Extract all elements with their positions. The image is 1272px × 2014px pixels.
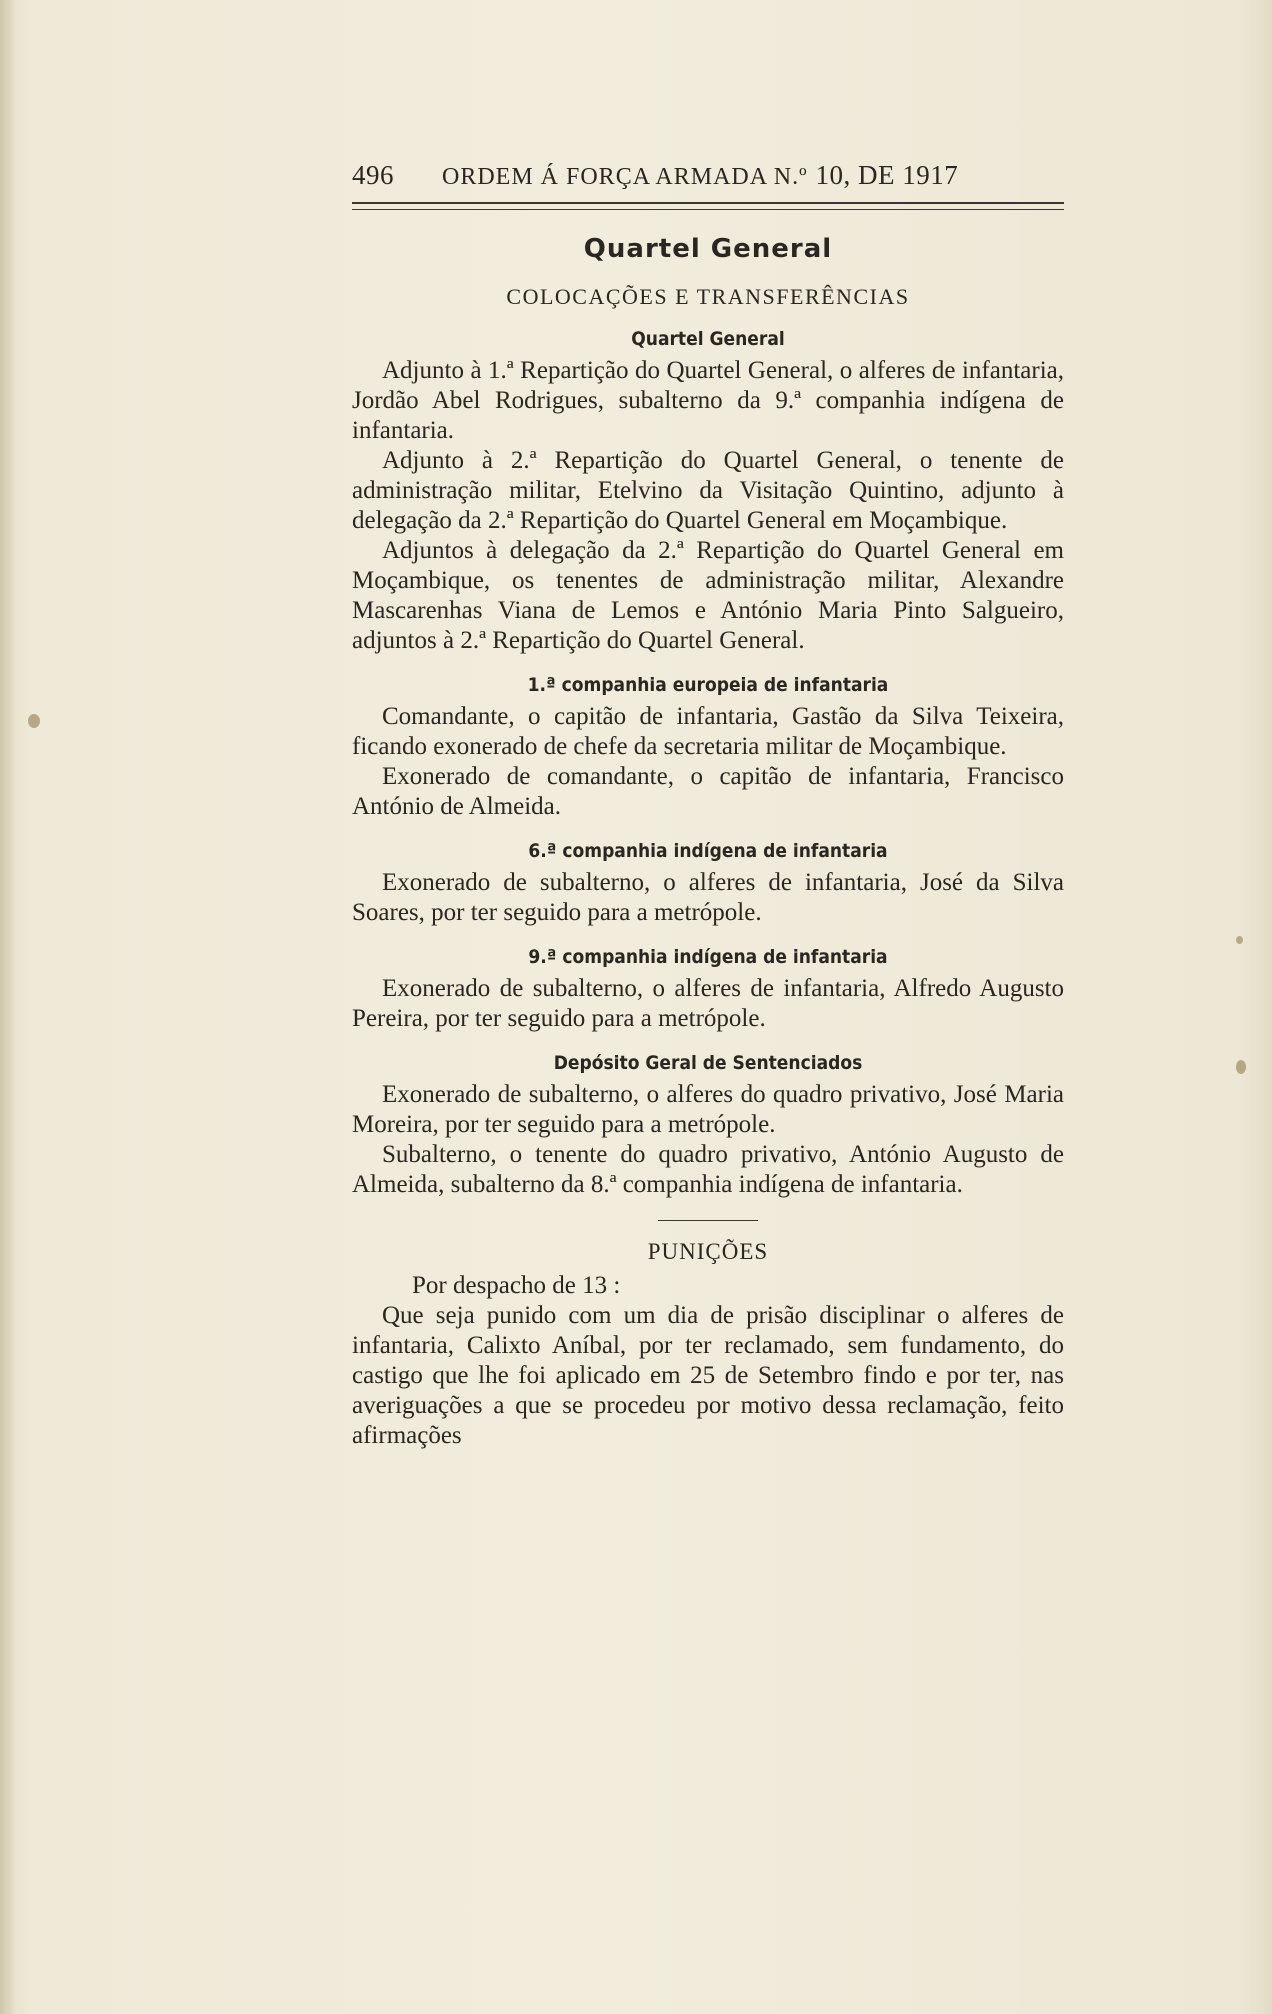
subsection-heading: 1.ª companhia europeia de infantaria [527,674,889,696]
paragraph: Adjunto à 1.ª Repartição do Quartel General, o alferes de infantaria, Jordão Abel Rodrigues, subalterno da 9.ª companhia indígena de infantaria. [352,357,1064,444]
paragraph: Adjunto à 2.ª Repartição do Quartel General, o tenente de administração militar, Etelvino da Visitação Quintino, adjunto à delegação da 2.ª Repartição do Quartel General em Moçambique. [352,447,1064,534]
paper-spot [28,714,40,728]
paragraph: Subalterno, o tenente do quadro privativo, António Augusto de Almeida, subalterno da 8.ª companhia indígena de infantaria. [352,1141,1064,1198]
section-divider [658,1220,758,1221]
subsection-heading: Quartel General [631,328,785,350]
running-head [352,160,1064,198]
paragraph: Exonerado de comandante, o capitão de infantaria, Francisco António de Almeida. [352,763,1064,820]
subsection-heading: 9.ª companhia indígena de infantaria [528,946,888,968]
subsection-heading: Depósito Geral de Sentenciados [553,1052,863,1074]
page-edge [0,0,14,2014]
text-column [352,160,1064,1451]
main-heading: Quartel General [583,234,833,264]
subsection-heading: 6.ª companhia indígena de infantaria [528,840,888,862]
paragraph: Comandante, o capitão de infantaria, Gastão da Silva Teixeira, ficando exonerado de chefe da secretaria militar de Moçambique. [352,703,1064,760]
publication-title: ORDEM Á FORÇA ARMADA N.º [442,164,808,190]
paragraph: Exonerado de subalterno, o alferes do quadro privativo, José Maria Moreira, por ter seguido para a metrópole. [352,1081,1064,1138]
paragraph: Que seja punido com um dia de prisão disciplinar o alferes de infantaria, Calixto Aníbal, por ter reclamado, sem fundamento, do castigo que lhe foi aplicado em 25 de Setembro findo e por ter, nas averiguações a que se procedeu por motivo dessa reclamação, feito afirmações [352,1302,1064,1449]
paragraph: Exonerado de subalterno, o alferes de infantaria, Alfredo Augusto Pereira, por ter seguido para a metrópole. [352,975,1064,1032]
header-rule [352,202,1064,210]
section-title: COLOCAÇÕES E TRANSFERÊNCIAS [506,284,910,309]
paragraph: Exonerado de subalterno, o alferes de infantaria, José da Silva Soares, por ter seguido para a metrópole. [352,869,1064,926]
paragraph: Adjuntos à delegação da 2.ª Repartição do Quartel General em Moçambique, os tenentes de administração militar, Alexandre Mascarenhas Viana de Lemos e António Maria Pinto Salgueiro, adjuntos à 2.ª Repartição do Quartel General. [352,537,1064,654]
paper-spot [1236,936,1243,944]
paper-spot [1236,1060,1246,1074]
page-number: 496 [352,160,394,190]
paragraph-intro: Por despacho de 13 : [412,1272,621,1299]
issue-number: 10, DE 1917 [815,160,959,190]
section-title: PUNIÇÕES [647,1239,769,1264]
